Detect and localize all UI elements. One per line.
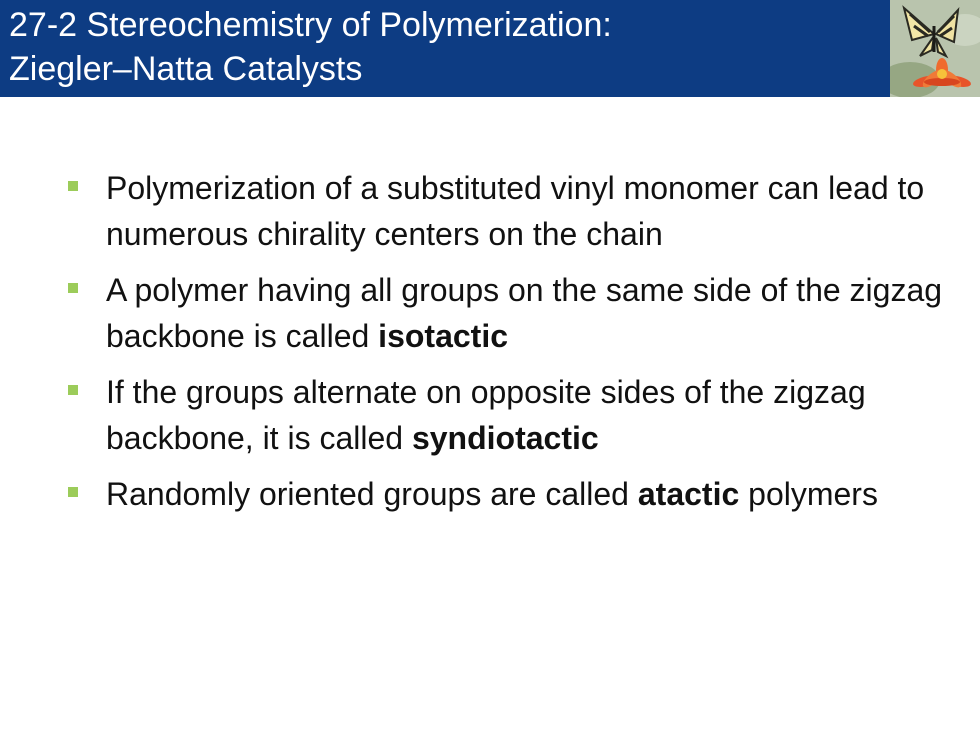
bullet-term-isotactic: isotactic bbox=[378, 318, 508, 354]
bullet-item-4 bbox=[68, 471, 948, 517]
title-band bbox=[0, 0, 890, 97]
bullet-term-atactic: atactic bbox=[637, 476, 740, 512]
slide-title-line-1: 27-2 Stereochemistry of Polymerization: bbox=[9, 6, 612, 44]
bullet-term-syndiotactic: syndiotactic bbox=[411, 420, 599, 456]
bullet-item-2 bbox=[68, 267, 948, 359]
bullet-text: Polymerization of a substituted vinyl monomer can lead to numerous chirality centers on the chain bbox=[106, 170, 925, 252]
bullet-item-1 bbox=[68, 165, 948, 257]
bullet-marker-icon bbox=[68, 181, 78, 191]
bullet-marker-icon bbox=[68, 487, 78, 497]
butterfly-on-flower-icon bbox=[890, 0, 980, 97]
bullet-list bbox=[68, 165, 948, 527]
title-bar bbox=[0, 0, 980, 97]
bullet-text: Randomly oriented groups are called bbox=[106, 476, 638, 512]
bullet-text: If the groups alternate on opposite sides of the zigzag backbone, it is called bbox=[106, 374, 866, 456]
bullet-text-suffix: polymers bbox=[739, 476, 878, 512]
bullet-item-3 bbox=[68, 369, 948, 461]
slide-title bbox=[9, 3, 879, 91]
bullet-marker-icon bbox=[68, 385, 78, 395]
slide-title-line-2: Ziegler–Natta Catalysts bbox=[9, 50, 363, 88]
bullet-marker-icon bbox=[68, 283, 78, 293]
bullet-text: A polymer having all groups on the same side of the zigzag backbone is called bbox=[106, 272, 943, 354]
